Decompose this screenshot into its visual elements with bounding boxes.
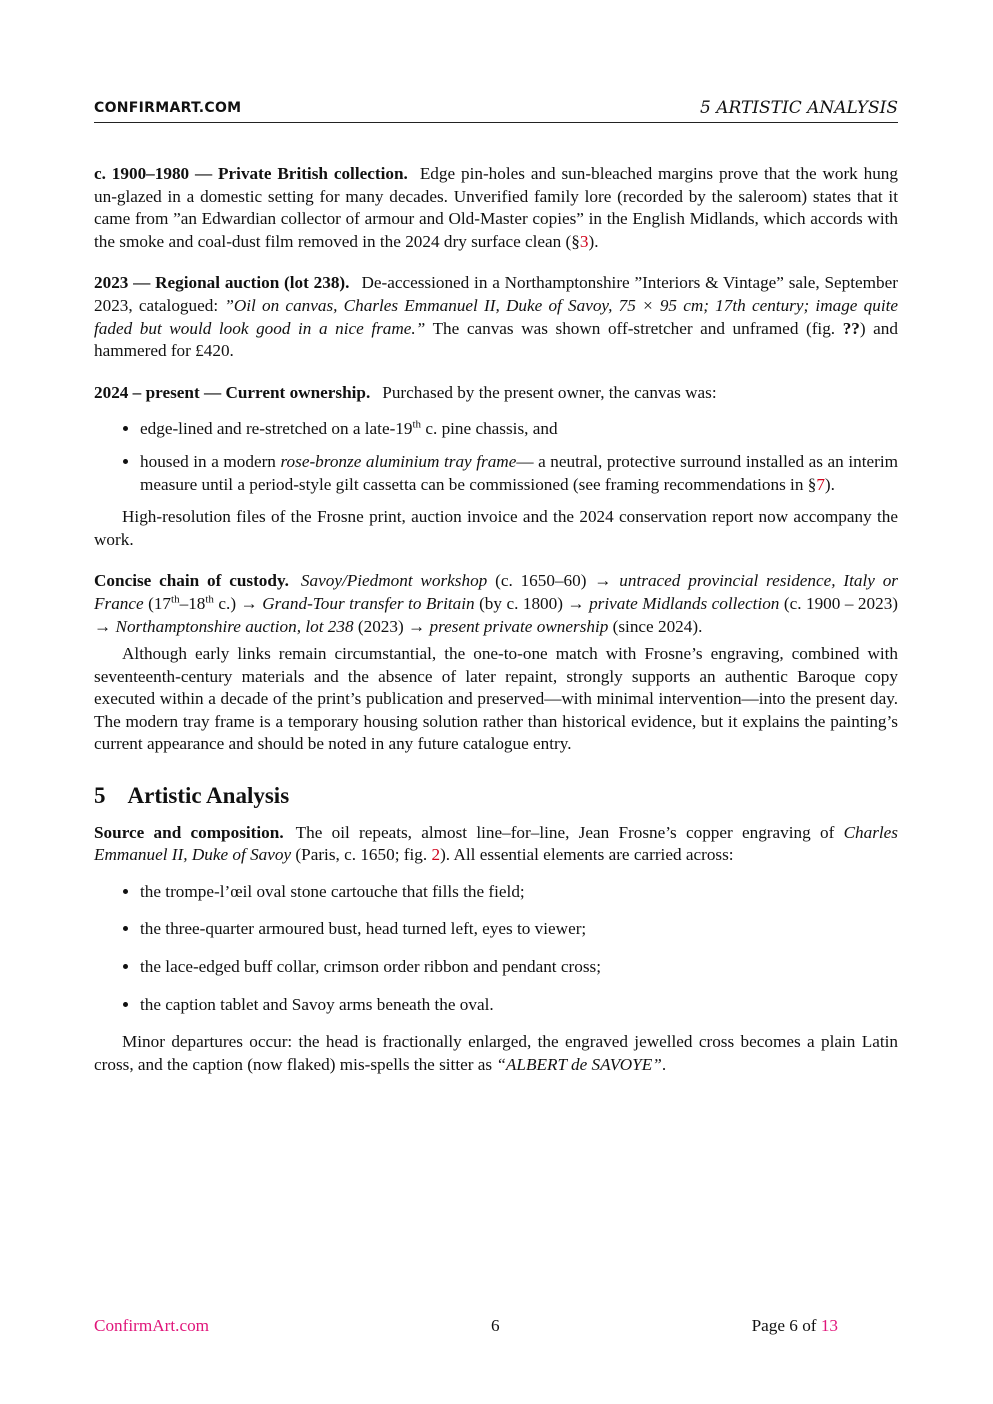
figure-ref[interactable]: ?? bbox=[842, 318, 860, 338]
document-body bbox=[94, 163, 898, 1076]
footer-site-link[interactable]: ConfirmArt.com bbox=[94, 1316, 210, 1335]
minor-departures: Minor departures occur: the head is fractionally enlarged, the engraved jewelled cross becomes a plain Latin cross, and the caption (now flaked) mis-spells the sitter as “ALBERT de SAVOYE”. bbox=[94, 1032, 898, 1074]
section-ref-link[interactable]: 3 bbox=[579, 231, 589, 251]
custody-summary: Although early links remain circumstantial, the one-to-one match with Frosne’s engraving, combined with seventeenth-century materials and the absence of later repaint, strongly supports an authentic Baroque copy executed within a decade of the print’s publication and preserved—with minimal intervention—into the present day. The modern tray frame is a temporary housing solution rather than historical evidence, but it explains the painting’s current appearance and should be noted in any future catalogue entry. bbox=[94, 644, 898, 754]
list-item: • the lace-edged buff collar, crimson order ribbon and pendant cross; bbox=[140, 956, 898, 979]
running-header bbox=[94, 98, 898, 123]
footer-page-count: Page 6 of 13 bbox=[751, 1316, 838, 1335]
logo: CONFIRMART.COM bbox=[94, 100, 242, 116]
section-number: 5 bbox=[94, 783, 106, 809]
running-title: 5 ARTISTIC ANALYSIS bbox=[699, 98, 898, 118]
ownership-list bbox=[94, 418, 898, 496]
list-item: • the trompe-l’œil oval stone cartouche that fills the field; bbox=[140, 881, 898, 904]
paragraph-lead: Source and composition. bbox=[94, 822, 284, 842]
files-note: High-resolution files of the Frosne print, auction invoice and the 2024 conservation report now accompany the work. bbox=[94, 507, 898, 549]
page-footer bbox=[94, 1316, 838, 1338]
entry-heading: 2023 — Regional auction (lot 238). bbox=[94, 273, 350, 293]
section-title: Artistic Analysis bbox=[127, 783, 290, 809]
total-pages-link[interactable]: 13 bbox=[820, 1316, 838, 1335]
list-item: • housed in a modern rose-bronze aluminium tray frame— a neutral, protective surround installed as an interim measure until a period-style gilt cassetta can be commissioned (see framing recommendations in §7). bbox=[140, 451, 898, 496]
entry-heading: c. 1900–1980 — Private British collection. bbox=[94, 164, 408, 183]
provenance-entry-2024: 2024 – present — Current ownership. Purchased by the present owner, the canvas was: bbox=[94, 382, 717, 402]
provenance-entry-1900: c. 1900–1980 — Private British collection. Edge pin-holes and sun-bleached margins prove that the work hung un-glazed in a domestic setting for many decades. Unverified family lore (recorded by the saleroom) states that it came from ”an Edwardian collector of armour and Old-Master copies” in the English Midlands, which accords with the smoke and coal-dust film removed in the 2024 dry surface clean (§3). bbox=[94, 164, 898, 251]
list-item: • edge-lined and re-stretched on a late-19th c. pine chassis, and bbox=[140, 418, 898, 441]
list-item: • the caption tablet and Savoy arms beneath the oval. bbox=[140, 994, 898, 1017]
list-item: • the three-quarter armoured bust, head turned left, eyes to viewer; bbox=[140, 918, 898, 941]
provenance-entry-2023: 2023 — Regional auction (lot 238). De-accessioned in a Northamptonshire ”Interiors & Vintage” sale, September 2023, catalogued: ”Oil on canvas, Charles Emmanuel II, Duke of Savoy, 75 × 95 cm; 17th century; image quite faded but would look good in a nice frame.” The canvas was shown off-stretcher and unframed (fig. ??) and hammered for £420. bbox=[94, 273, 898, 361]
source-composition: Source and composition. The oil repeats, almost line–for–line, Jean Frosne’s copper engraving of Charles Emmanuel II, Duke of Savoy (Paris, c. 1650; fig. 2). All essential elements are carried across: bbox=[94, 822, 898, 865]
section-ref-link[interactable]: 7 bbox=[816, 474, 825, 494]
custody-heading: Concise chain of custody. bbox=[94, 571, 289, 591]
elements-list bbox=[94, 881, 898, 1016]
footer-page-number: 6 bbox=[491, 1316, 500, 1335]
chain-of-custody: Concise chain of custody. Savoy/Piedmont workshop (c. 1650–60) → untraced provincial residence, Italy or France (17th–18th c.) → Grand-Tour transfer to Britain (by c. 1800) → private Midlands collection (c. 1900 – 2023) → Northamptonshire auction, lot 238 (2023) → present private ownership (since 2024). bbox=[94, 571, 899, 636]
entry-heading: 2024 – present — Current ownership. bbox=[94, 382, 371, 402]
catalogue-quote: ”Oil on canvas, Charles Emmanuel II, Duke of Savoy, 75 × 95 cm; 17th century; image quite faded but would look good in a nice frame.” bbox=[94, 295, 898, 338]
section-heading bbox=[94, 785, 898, 808]
figure-ref-link[interactable]: 2 bbox=[431, 845, 441, 865]
